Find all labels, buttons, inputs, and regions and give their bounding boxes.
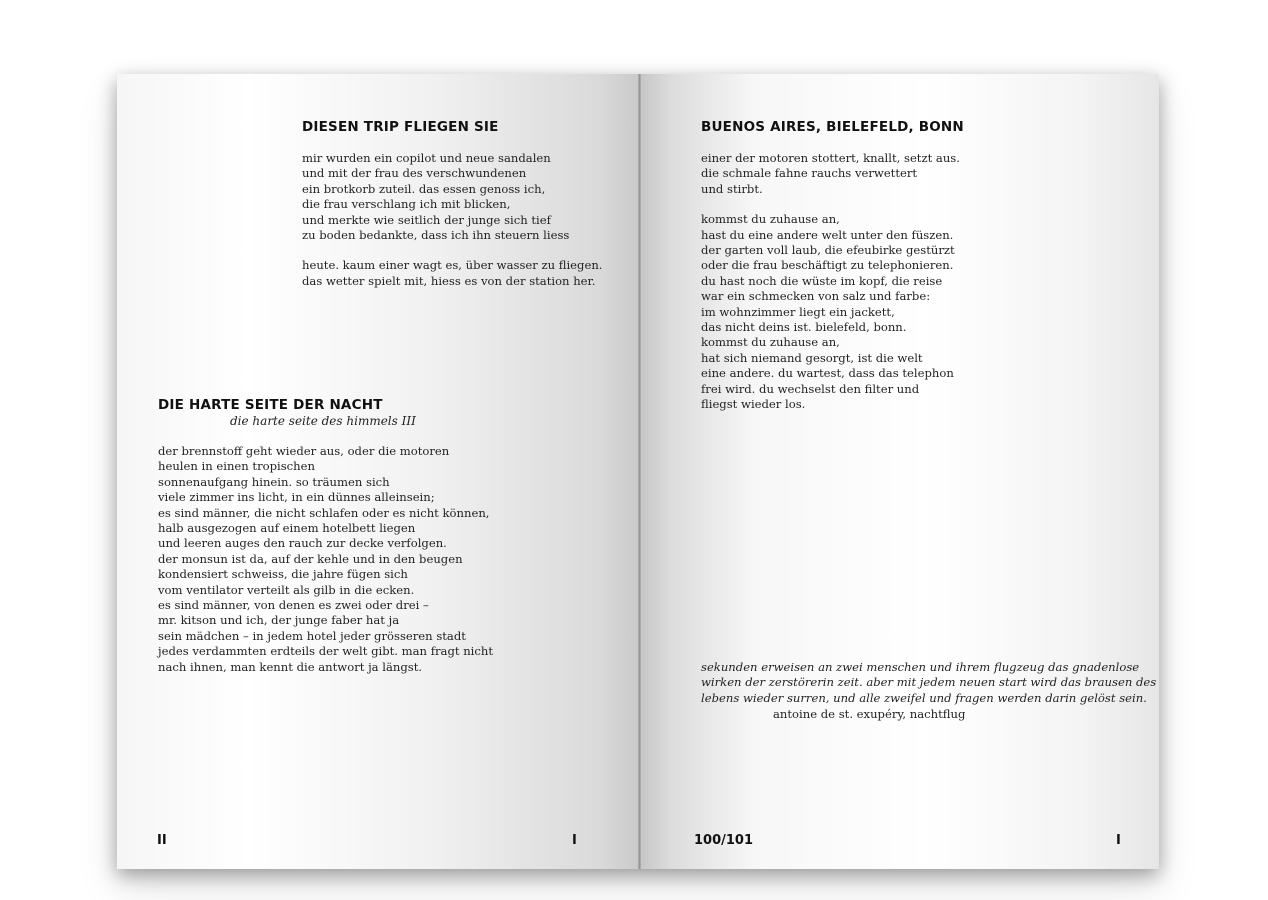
poem-line: und mit der frau des verschwundenen bbox=[302, 166, 527, 181]
poem-line: eine andere. du wartest, dass das telephon bbox=[701, 366, 954, 381]
poem-stanza bbox=[701, 151, 960, 197]
poem-line: sonnenaufgang hinein. so träumen sich bbox=[158, 474, 390, 489]
poem-line: viele zimmer ins licht, in ein dünnes alleinsein; bbox=[158, 490, 435, 505]
poem-title-harte-seite: DIE HARTE SEITE DER NACHT bbox=[158, 397, 383, 413]
poem-line: das nicht deins ist. bielefeld, bonn. bbox=[701, 320, 907, 335]
poem-line: jedes verdammten erdteils der welt gibt. man fragt nicht bbox=[158, 644, 494, 659]
poem-line: und stirbt. bbox=[701, 181, 763, 196]
poem-line: du hast noch die wüste im kopf, die reise bbox=[701, 273, 943, 288]
poem-line: das wetter spielt mit, hiess es von der station her. bbox=[302, 273, 596, 288]
poem-line: die schmale fahne rauchs verwettert bbox=[701, 166, 918, 181]
poem-line: vom ventilator verteilt als gilb in die ecken. bbox=[158, 582, 415, 597]
poem-line: fliegst wieder los. bbox=[701, 397, 806, 412]
poem-line: der monsun ist da, auf der kehle und in den beugen bbox=[158, 551, 463, 566]
poem-line: heute. kaum einer wagt es, über wasser zu fliegen. bbox=[302, 258, 603, 273]
poem-line: oder die frau beschäftigt zu telephonieren. bbox=[701, 258, 954, 273]
poem-line: es sind männer, die nicht schlafen oder es nicht können, bbox=[158, 505, 490, 520]
poem-line: nach ihnen, man kennt die antwort ja längst. bbox=[158, 659, 423, 674]
poem-line: frei wird. du wechselst den filter und bbox=[701, 381, 920, 396]
poem-line: und merkte wie seitlich der junge sich tief bbox=[302, 212, 551, 227]
poem-line: hast du eine andere welt unter den füszen. bbox=[701, 227, 954, 242]
page-numbers: 100/101 bbox=[694, 833, 754, 848]
poem-title-diesen-trip: DIESEN TRIP FLIEGEN SIE bbox=[302, 119, 499, 135]
poem-stanza bbox=[701, 212, 960, 412]
poem-line: mir wurden ein copilot und neue sandalen bbox=[302, 151, 551, 165]
right-page-mark-right: I bbox=[1116, 833, 1121, 848]
left-page-mark-left: II bbox=[157, 833, 167, 848]
left-page bbox=[117, 74, 640, 869]
epigraph-quote bbox=[701, 660, 1157, 706]
poem-buenos-aires bbox=[701, 151, 960, 428]
poem-subtitle: die harte seite des himmels III bbox=[230, 414, 416, 428]
poem-harte-seite bbox=[158, 444, 493, 675]
poem-line: und leeren auges den rauch zur decke verfolgen. bbox=[158, 536, 447, 551]
quote-line: wirken der zerstörerin zeit. aber mit jedem neuen start wird das brausen des bbox=[701, 675, 1157, 690]
poem-line: kondensiert schweiss, die jahre fügen sich bbox=[158, 567, 408, 582]
poem-line: im wohnzimmer liegt ein jackett, bbox=[701, 304, 895, 319]
poem-line: heulen in einen tropischen bbox=[158, 459, 315, 474]
poem-line: ein brotkorb zuteil. das essen genoss ich, bbox=[302, 181, 546, 196]
quote-source: antoine de st. exupéry, nachtflug bbox=[773, 707, 966, 721]
poem-line: hat sich niemand gesorgt, ist die welt bbox=[701, 350, 923, 365]
poem-stanza bbox=[302, 151, 602, 243]
book-spread bbox=[117, 74, 1159, 869]
left-page-mark-right: I bbox=[572, 833, 577, 848]
poem-stanza bbox=[302, 258, 602, 289]
poem-title-buenos-aires: BUENOS AIRES, BIELEFELD, BONN bbox=[701, 119, 964, 135]
poem-line: der brennstoff geht wieder aus, oder die motoren bbox=[158, 444, 450, 458]
poem-line: der garten voll laub, die efeubirke gestürzt bbox=[701, 243, 955, 258]
poem-line: mr. kitson und ich, der junge faber hat ja bbox=[158, 613, 400, 628]
poem-line: zu boden bedankte, dass ich ihn steuern liess bbox=[302, 228, 570, 243]
poem-line: sein mädchen – in jedem hotel jeder grösseren stadt bbox=[158, 628, 466, 643]
poem-line: halb ausgezogen auf einem hotelbett liegen bbox=[158, 521, 416, 536]
poem-line: die frau verschlang ich mit blicken, bbox=[302, 197, 511, 212]
poem-line: kommst du zuhause an, bbox=[701, 335, 840, 350]
poem-line: es sind männer, von denen es zwei oder drei – bbox=[158, 598, 429, 613]
poem-line: kommst du zuhause an, bbox=[701, 212, 840, 227]
poem-line: einer der motoren stottert, knallt, setzt aus. bbox=[701, 151, 960, 165]
poem-diesen-trip bbox=[302, 151, 602, 304]
poem-line: war ein schmecken von salz und farbe: bbox=[701, 289, 931, 304]
right-page bbox=[640, 74, 1159, 869]
quote-line: lebens wieder surren, und alle zweifel und fragen werden darin gelöst sein. bbox=[701, 690, 1147, 705]
book-spine bbox=[638, 74, 641, 869]
quote-line: sekunden erweisen an zwei menschen und ihrem flugzeug das gnadenlose bbox=[701, 660, 1140, 674]
